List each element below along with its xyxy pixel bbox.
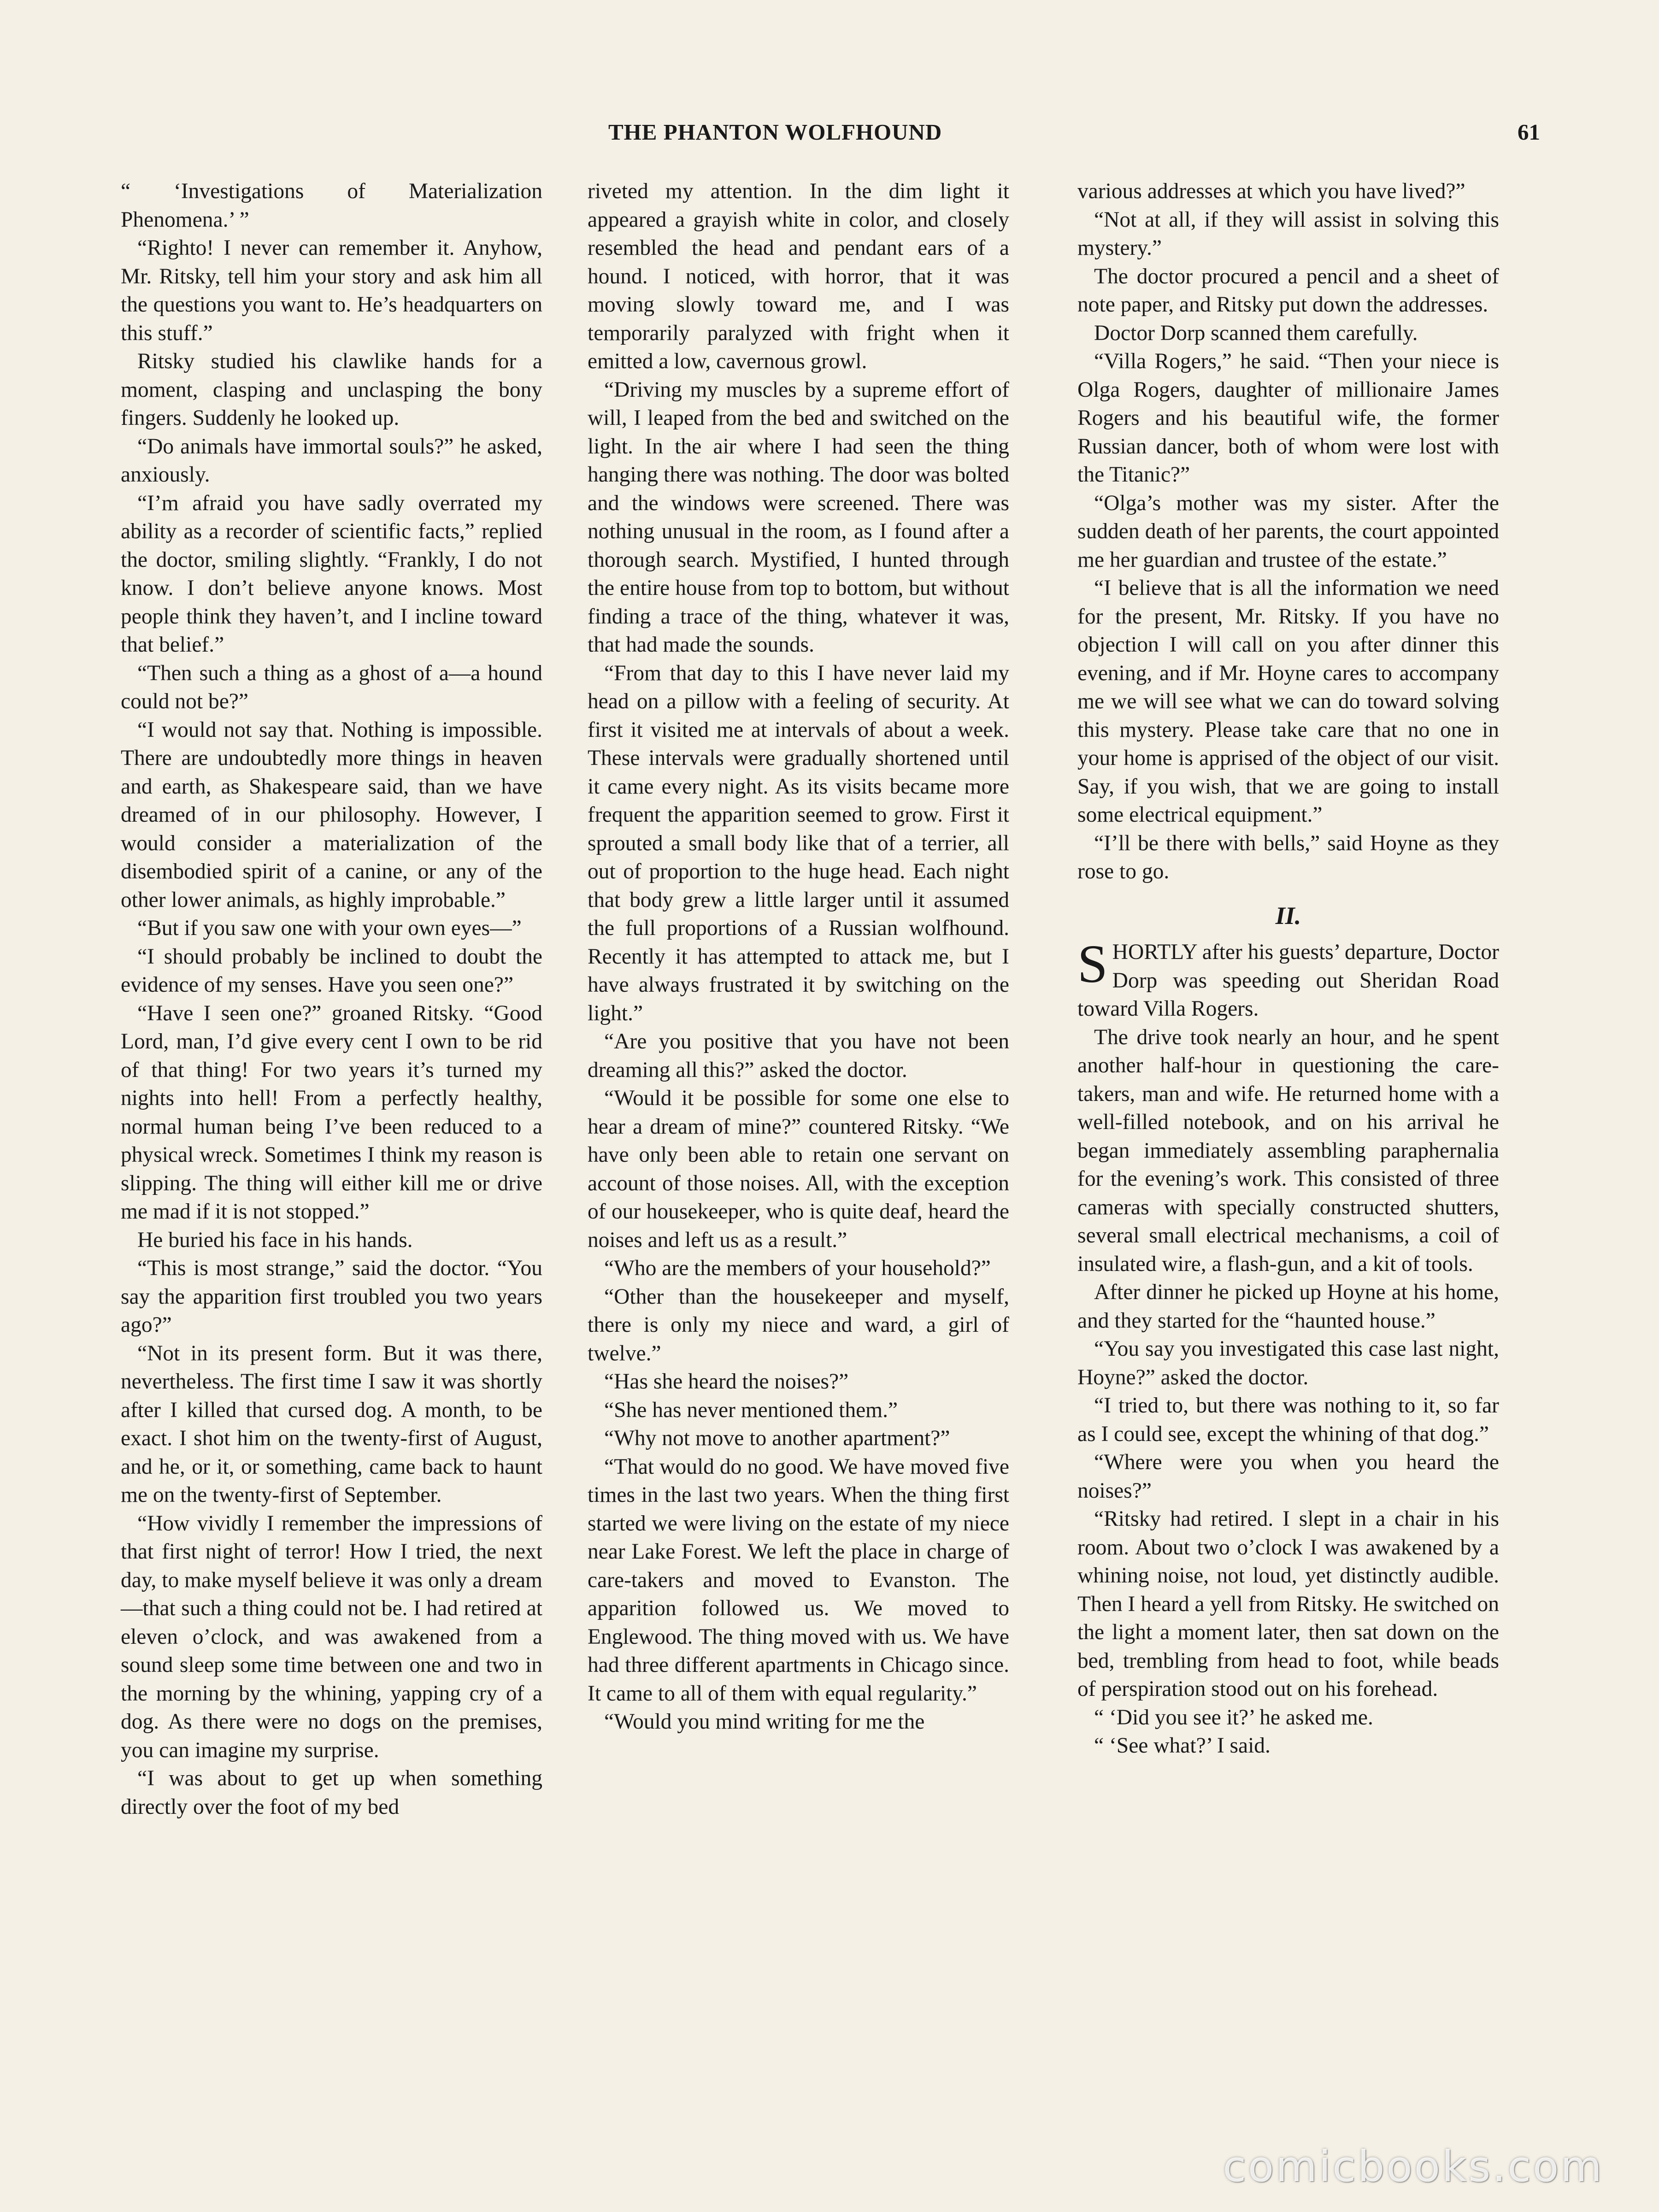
paragraph: “ ‘See what?’ I said.: [1094, 1734, 1271, 1758]
paragraph: “Would you mind writing for me the: [604, 1710, 925, 1734]
paragraph: He buried his face in his hands.: [137, 1228, 413, 1252]
paragraph: “You say you investigated this case last night, Hoyne?” asked the doctor.: [1077, 1337, 1499, 1389]
paragraph: “But if you saw one with your own eyes—”: [137, 916, 522, 940]
paragraph: “Would it be possible for some one else to hear a dream of mine?” countered Ritsky. “We have only been able to retain one servant on account of those noises. All, with the exception of our housekeeper, who is quite deaf, heard the noises and left us as a result.”: [588, 1086, 1009, 1252]
paragraph: “Who are the members of your household?”: [604, 1256, 991, 1280]
page-number: 61: [1518, 119, 1540, 145]
paragraph: “Then such a thing as a ghost of a—a hound could not be?”: [121, 661, 542, 713]
paragraph: “Not in its present form. But it was there, nevertheless. The first time I saw it was shortly after I killed that cursed dog. A month, to be exact. I shot him on the twenty-first of August, and he, or it, or something, came back to haunt me on the twenty-first of September.: [121, 1341, 542, 1507]
paragraph: “Has she heard the noises?”: [604, 1370, 849, 1394]
paragraph: “How vividly I remember the impressions of that first night of terror! How I tried, the next day, to make myself believe it was only a dream—that such a thing could not be. I had retired at eleven o’clock, and was awakened from a sound sleep some time between one and two in the morning by the whining, yapping cry of a dog. As there were no dogs on the premises, you can imagine my surprise.: [121, 1511, 542, 1762]
paragraph: “I was about to get up when something directly over the foot of my bed: [121, 1766, 542, 1819]
paragraph: Ritsky studied his clawlike hands for a moment, clasping and unclasping the bony fingers. Suddenly he looked up.: [121, 349, 542, 430]
paragraph: “I’ll be there with bells,” said Hoyne as they rose to go.: [1077, 831, 1499, 883]
paragraph: After dinner he picked up Hoyne at his home, and they started for the “haunted house.”: [1077, 1280, 1499, 1333]
paragraph: various addresses at which you have lived?”: [1077, 179, 1465, 203]
paragraph: “Righto! I never can remember it. Anyhow, Mr. Ritsky, tell him your story and ask him all the questions you want to. He’s headquarters on this stuff.”: [121, 236, 542, 345]
paragraph: “Do animals have immortal souls?” he asked, anxiously.: [121, 434, 542, 487]
paragraph: “Ritsky had retired. I slept in a chair in his room. About two o’clock I was awakened by a whining noise, not loud, yet distinctly audible. Then I heard a yell from Ritsky. He switched on the light a moment later, then sat down on the bed, trembling from head to foot, while beads of perspiration stood out on his forehead.: [1077, 1507, 1500, 1701]
paragraph: “I’m afraid you have sadly overrated my ability as a recorder of scientific facts,” replied the doctor, smiling slightly. “Frankly, I do not know. I don’t believe anyone knows. Most people think they haven’t, and I incline toward that belief.”: [121, 491, 542, 657]
paragraph-with-dropcap: [1077, 934, 1499, 1024]
drop-cap: S: [1077, 934, 1108, 994]
paragraph: “I believe that is all the information we need for the present, Mr. Ritsky. If you have no objection I will call on you after dinner this evening, and if Mr. Hoyne cares to accompany me we will see what we can do toward solving this mystery. Please take care that no one in your home is apprised of the object of our visit. Say, if you wish, that we are going to install some electrical equipment.”: [1077, 576, 1499, 827]
text-column-1: [121, 177, 542, 1821]
paragraph: “Where were you when you heard the noises?”: [1077, 1450, 1499, 1503]
paragraph: “Driving my muscles by a supreme effort of will, I leaped from the bed and switched on the light. In the air where I had seen the thing hanging there was nothing. The door was bolted and the windows were screened. There was nothing unusual in the room, as I found after a thorough search. Mystified, I hunted through the entire house from top to bottom, but without finding a trace of the thing, whatever it was, that had made the sounds.: [588, 377, 1009, 657]
page-header: [0, 119, 1659, 151]
paragraph: “I would not say that. Nothing is impossible. There are undoubtedly more things in heaven and earth, as Shakespeare said, than we have dreamed of in our philosophy. However, I would consider a materialization of the disembodied spirit of a canine, or any of the other lower animals, as highly improbable.”: [121, 718, 542, 912]
section-heading: II.: [1275, 901, 1301, 930]
paragraph: “I should probably be inclined to doubt the evidence of my senses. Have you seen one?”: [121, 944, 542, 997]
paragraph: “This is most strange,” said the doctor. “You say the apparition first troubled you two years ago?”: [121, 1256, 542, 1337]
paragraph: “Other than the housekeeper and myself, there is only my niece and ward, a girl of twelve.”: [588, 1284, 1009, 1365]
paragraph: The drive took nearly an hour, and he spent another half-hour in questioning the care-takers, man and wife. He returned home with a well-filled notebook, and on his arrival he began immediately assembling paraphernalia for the evening’s work. This consisted of three cameras with specially constructed shutters, several small electrical mechanisms, a coil of insulated wire, a flash-gun, and a kit of tools.: [1077, 1025, 1499, 1276]
running-title: THE PHANTON WOLFHOUND: [608, 119, 942, 145]
paragraph-text: HORTLY after his guests’ departure, Doctor Dorp was speeding out Sheridan Road toward Villa Rogers.: [1077, 940, 1499, 1021]
paragraph: “ ‘Investigations of Materialization Phenomena.’ ”: [121, 179, 542, 232]
paragraph: “From that day to this I have never laid my head on a pillow with a feeling of security. At first it visited me at intervals of about a week. These intervals were gradually shortened until it came every night. As its visits became more frequent the apparition seemed to grow. First it sprouted a small body like that of a terrier, all out of proportion to the huge head. Each night that body grew a little larger until it assumed the full proportions of a Russian wolfhound. Recently it has attempted to attack me, but I have always frustrated it by switching on the light.”: [588, 661, 1009, 1025]
paragraph: “ ‘Did you see it?’ he asked me.: [1094, 1705, 1373, 1730]
paragraph: “Olga’s mother was my sister. After the sudden death of her parents, the court appointed me her guardian and trustee of the estate.”: [1077, 491, 1499, 572]
paragraph: “I tried to, but there was nothing to it, so far as I could see, except the whining of that dog.”: [1077, 1394, 1499, 1446]
paragraph: “That would do no good. We have moved five times in the last two years. When the thing first started we were living on the estate of my niece near Lake Forest. We left the place in charge of care-takers and moved to Evanston. The apparition followed us. We moved to Englewood. The thing moved with us. We have had three different apartments in Chicago since. It came to all of them with equal regularity.”: [588, 1454, 1009, 1706]
paragraph: “Have I seen one?” groaned Ritsky. “Good Lord, man, I’d give every cent I own to be rid of that thing! For two years it’s turned my nights into hell! From a perfectly healthy, normal human being I’ve been reduced to a physical wreck. Sometimes I think my reason is slipping. The thing will either kill me or drive me mad if it is not stopped.”: [121, 1001, 542, 1224]
paragraph: The doctor procured a pencil and a sheet of note paper, and Ritsky put down the addresses.: [1077, 264, 1499, 317]
paragraph: “She has never mentioned them.”: [604, 1398, 898, 1422]
site-watermark: comicbooks.com: [1223, 2142, 1604, 2191]
paragraph: “Are you positive that you have not been dreaming all this?” asked the doctor.: [588, 1030, 1009, 1082]
text-column-3: [1077, 177, 1499, 1760]
paragraph: riveted my attention. In the dim light it appeared a grayish white in color, and closely resembled the head and pendant ears of a hound. I noticed, with horror, that it was moving slowly toward me, and I was temporarily paralyzed with fright when it emitted a low, cavernous growl.: [588, 179, 1009, 373]
paragraph: Doctor Dorp scanned them carefully.: [1094, 321, 1418, 345]
paragraph: “Not at all, if they will assist in solving this mystery.”: [1077, 207, 1499, 260]
text-column-2: [588, 177, 1009, 1736]
paragraph: “Why not move to another apartment?”: [604, 1426, 950, 1450]
paragraph: “Villa Rogers,” he said. “Then your niece is Olga Rogers, daughter of millionaire James Rogers and his beautiful wife, the former Russian dancer, both of whom were lost with the Titanic?”: [1077, 349, 1499, 487]
